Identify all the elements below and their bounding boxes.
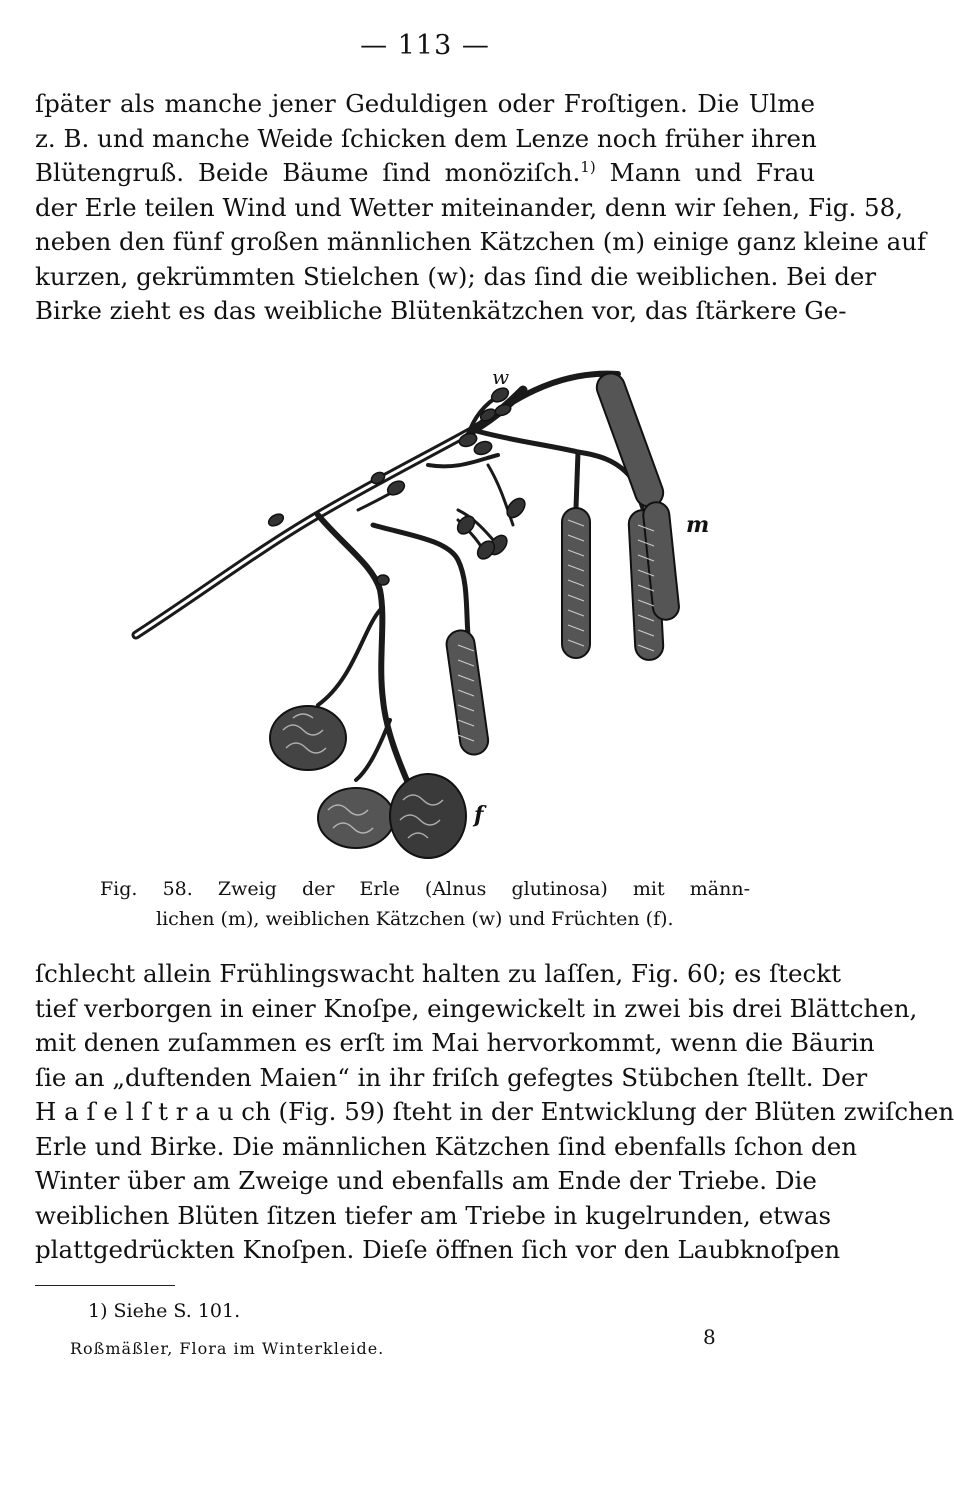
caption-line: Fig. 58. Zweig der Erle (Alnus glutinosa) mit männ- [100, 878, 750, 900]
footnote-marker: 1) [580, 157, 596, 176]
text-line: ſpäter als manche jener Geduldigen oder Froſtigen. Die Ulme [35, 89, 815, 118]
text-line: ſchlecht allein Frühlingswacht halten zu laſſen, Fig. 60; es ſteckt [35, 959, 841, 988]
text-line: Erle und Birke. Die männlichen Kätzchen ſind ebenfalls ſchon den [35, 1131, 858, 1161]
bud [267, 512, 286, 529]
catkin-stalk [576, 452, 578, 508]
signature-mark: 8 [703, 1325, 716, 1349]
bud [454, 513, 478, 537]
figure-label-w: w [492, 365, 510, 389]
figure-label-m: m [686, 512, 710, 538]
fruits [270, 706, 466, 858]
fruit-stalk [318, 610, 380, 705]
paragraph-top [35, 87, 927, 329]
text-line: ſie an „duftenden Maien“ in ihr friſch gefegtes Stübchen ſtellt. Der [35, 1062, 868, 1092]
figure-caption [100, 874, 750, 934]
male-catkin [445, 629, 490, 757]
text-line: mit denen zuſammen es erſt im Mai hervorkommt, wenn die Bäurin [35, 1028, 875, 1057]
text-line: neben den fünf großen männlichen Kätzchen (m) einige ganz kleine auf [35, 227, 927, 256]
text-line: plattgedrückten Knoſpen. Dieſe öffnen ſich vor den Laubknoſpen [35, 1235, 841, 1264]
male-catkin [593, 369, 667, 510]
footnote: 1) Siehe S. 101. [88, 1300, 241, 1322]
text-line: tief verborgen in einer Knoſpe, eingewickelt in zwei bis drei Blättchen, [35, 993, 918, 1023]
fruit-stalk [356, 720, 390, 780]
text-line [35, 156, 815, 191]
upper-twig [468, 374, 618, 435]
imprint-line: Roßmäßler, Flora im Winterkleide. [70, 1339, 385, 1358]
figure-label-f: f [474, 802, 484, 828]
text-line: der Erle teilen Wind und Wetter miteinander, denn wir ſehen, Fig. 58, [35, 192, 904, 222]
text-line: H a ſ e l ſ t r a u ch (Fig. 59) ſteht in der Entwicklung der Blüten zwiſchen [35, 1097, 954, 1126]
text-line: Winter über am Zweige und ebenfalls am Ende der Triebe. Die [35, 1166, 817, 1195]
bud [504, 495, 529, 521]
footnote-rule [35, 1285, 175, 1286]
text-line: weiblichen Blüten ſitzen tiefer am Triebe in kugelrunden, etwas [35, 1200, 832, 1230]
fruit-cone [390, 774, 466, 858]
page-number: — 113 — [360, 30, 490, 61]
text-line-part: Mann und Frau [609, 158, 815, 187]
paragraph-bottom [35, 957, 954, 1268]
text-line-part: Blütengruß. Beide Bäume ſind monöziſch. [35, 158, 581, 187]
fruit-cone [318, 788, 394, 848]
text-line: Birke zieht es das weibliche Blütenkätzchen vor, das ſtärkere Ge- [35, 296, 847, 325]
bud [377, 575, 389, 585]
alder-branch-illustration [128, 360, 728, 860]
text-line: kurzen, gekrümmten Stielchen (w); das ſind die weiblichen. Bei der [35, 261, 877, 291]
text-line: z. B. und manche Weide ſchicken dem Lenze noch früher ihren [35, 123, 817, 153]
caption-line: lichen (m), weiblichen Kätzchen (w) und Früchten (f). [156, 908, 674, 930]
